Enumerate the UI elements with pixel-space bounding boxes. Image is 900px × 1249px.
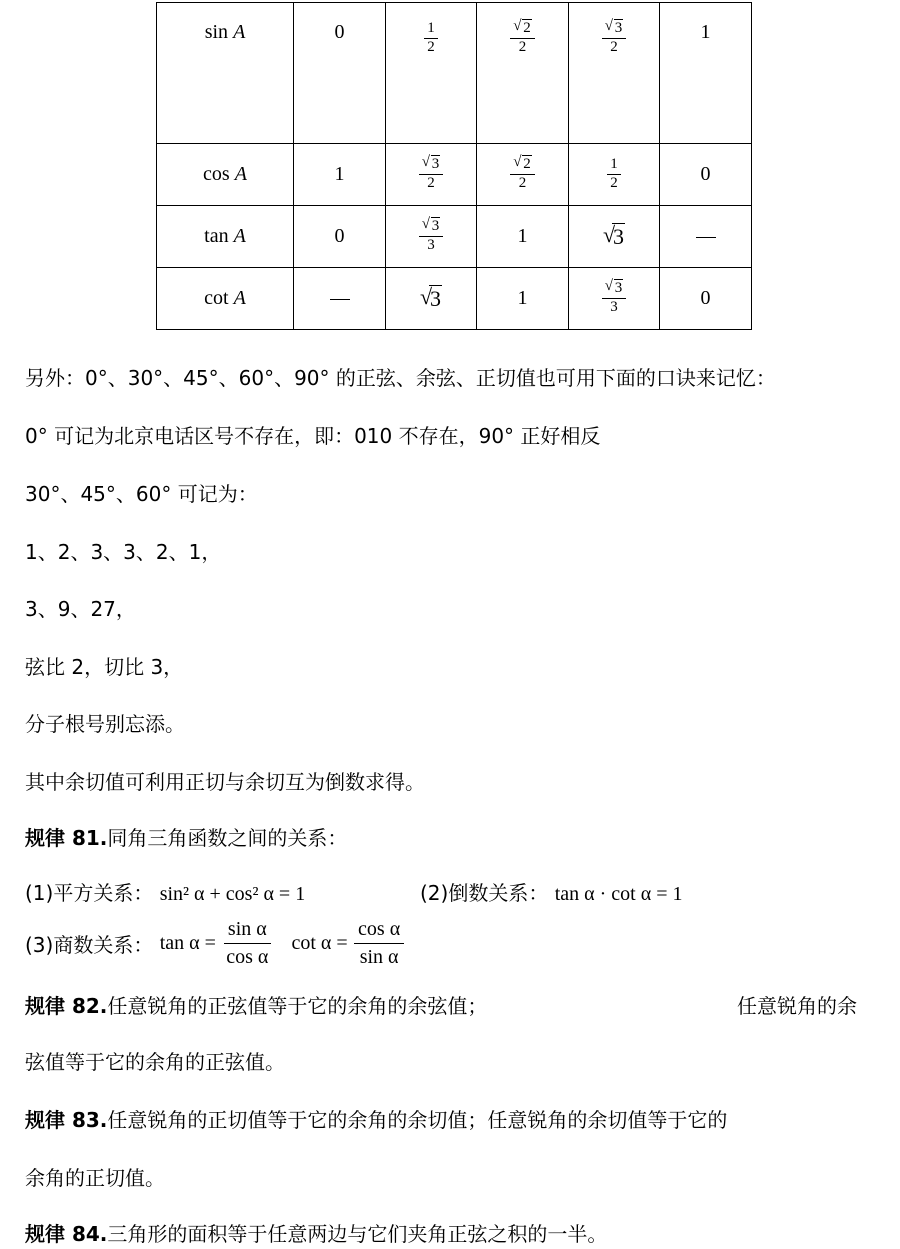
table-cell: $\frac{1}{2}$ (386, 3, 477, 144)
memo-line: 30°、45°、60° 可记为： (25, 482, 258, 506)
table-cell: √ 3 3 (386, 206, 477, 268)
rule-81: 规律 81.同角三角函数之间的关系： (25, 826, 348, 850)
table-row (157, 144, 752, 206)
row-header-cot: cot A (157, 268, 294, 330)
table-row (157, 268, 752, 330)
table-cell: √ 2 2 (477, 3, 569, 144)
table-cell: √ 3 2 (569, 3, 660, 144)
table-cell: 0 (294, 206, 386, 268)
memo-line: 分子根号别忘添。 (25, 712, 185, 736)
table-cell: √ 2 2 (477, 144, 569, 206)
relation-2: (2)倒数关系： tan α · cot α = 1 (420, 881, 683, 905)
rule-82-line2: 弦值等于它的余角的正弦值。 (25, 1050, 285, 1074)
undefined-dash (330, 299, 350, 300)
table-cell: √ 3 3 (569, 268, 660, 330)
table-cell: 1 (294, 144, 386, 206)
table-cell (660, 206, 752, 268)
table-cell: 1 (477, 268, 569, 330)
rule-83-line2: 余角的正切值。 (25, 1166, 165, 1190)
memo-intro: 另外：0°、30°、45°、60°、90° 的正弦、余弦、正切值也可用下面的口诀来记忆： (25, 366, 776, 390)
table-cell: $\frac{1}{2}$ (569, 144, 660, 206)
trig-values-table (156, 2, 752, 330)
row-header-tan: tan A (157, 206, 294, 268)
table-cell: 0 (660, 144, 752, 206)
memo-line: 其中余切值可利用正切与余切互为倒数求得。 (25, 770, 425, 794)
relation-3: (3)商数关系： tan α = $\frac{\text{sin α}}{\text{cos α}}$ cot α = $\frac{\text{cos α}}{\text{sin α}}$ (25, 918, 404, 969)
table-cell: 0 (660, 268, 752, 330)
table-cell: √ 3 (569, 206, 660, 268)
row-header-cos: cos A (157, 144, 294, 206)
row-header-sin: sin A (157, 3, 294, 144)
rule-83: 规律 83.任意锐角的正切值等于它的余角的余切值；任意锐角的余切值等于它的 (25, 1108, 728, 1132)
table-cell: √ 3 (386, 268, 477, 330)
rule-82: 规律 82.任意锐角的正弦值等于它的余角的余弦值； (25, 994, 488, 1018)
memo-line: 弦比 2，切比 3， (25, 655, 184, 679)
undefined-dash (696, 237, 716, 238)
rule-84: 规律 84.三角形的面积等于任意两边与它们夹角正弦之积的一半。 (25, 1222, 608, 1246)
table-cell: 1 (477, 206, 569, 268)
table-cell: 1 (660, 3, 752, 144)
formula-tan-quotient: $\frac{\text{sin α}}{\text{cos α}}$ (222, 918, 272, 969)
relation-1: (1)平方关系： sin² α + cos² α = 1 (25, 881, 306, 905)
table-row (157, 3, 752, 144)
memo-line: 0° 可记为北京电话区号不存在，即：010 不存在，90° 正好相反 (25, 424, 601, 448)
table-cell: √ 3 2 (386, 144, 477, 206)
formula-cot-quotient: $\frac{\text{cos α}}{\text{sin α}}$ (354, 918, 404, 969)
table-cell: 0 (294, 3, 386, 144)
table-row (157, 206, 752, 268)
memo-line: 3、9、27， (25, 597, 136, 621)
formula-reciprocal: tan α · cot α = 1 (554, 883, 683, 905)
rule-82-cont: 任意锐角的余 (737, 994, 857, 1018)
memo-line: 1、2、3、3、2、1， (25, 540, 222, 564)
table-cell (294, 268, 386, 330)
formula-square: sin² α + cos² α = 1 (159, 883, 306, 905)
